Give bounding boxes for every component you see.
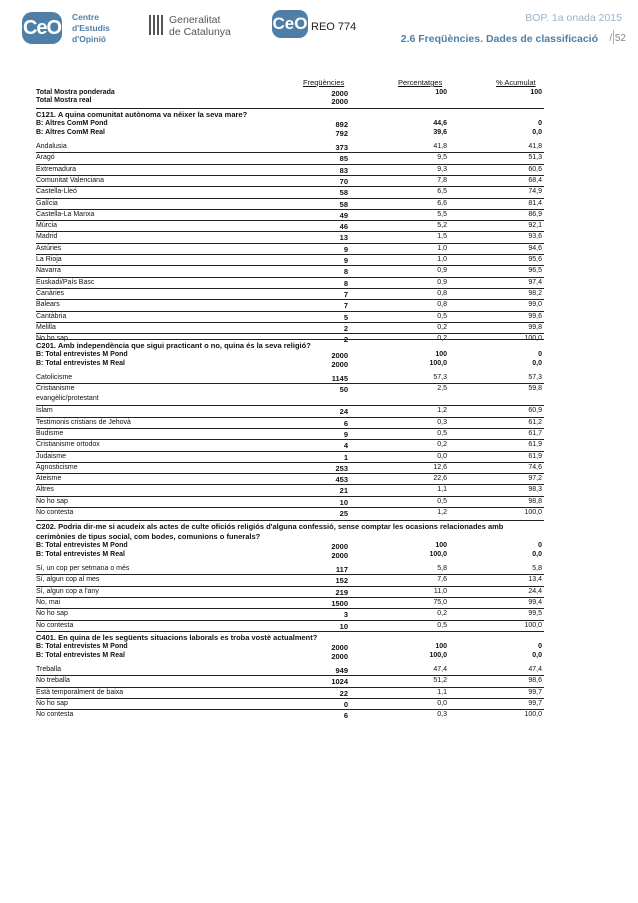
row-acum: 47,4 [528, 666, 542, 673]
row-acum: 99,8 [528, 323, 542, 331]
row-freq: 13 [339, 233, 348, 243]
row-freq: 1 [343, 452, 348, 462]
row-acum: 61,2 [528, 418, 542, 426]
table-row [36, 129, 544, 139]
row-acum: 100 [530, 89, 542, 96]
row-acum: 61,7 [528, 429, 542, 437]
table-row [36, 551, 544, 561]
row-acum: 99,0 [528, 301, 542, 309]
row-pct: 5,2 [437, 222, 447, 230]
row-divider [36, 175, 544, 176]
col-head-acum: % Acumulat [496, 78, 536, 87]
question-text: C201. Amb independència que sigui practicant o no, quina és la seva religió? [36, 341, 311, 350]
row-freq: 2000 [331, 97, 348, 106]
row-acum: 0,0 [532, 551, 542, 558]
row-divider [36, 473, 544, 474]
question-text: cerimònies de tipus social, com bodes, comunions o funerals? [36, 532, 261, 541]
row-label: Aragó [36, 154, 55, 162]
row-freq: 2000 [331, 652, 348, 661]
org-line: d'Opinió [72, 34, 107, 44]
row-divider [36, 507, 544, 508]
row-label: Sí, un cop per setmana o més [36, 565, 130, 572]
row-pct: 9,3 [437, 165, 447, 173]
row-freq: 453 [335, 475, 348, 485]
row-pct: 0,5 [437, 429, 447, 437]
row-acum: 99,5 [528, 610, 542, 618]
row-label: Agnosticisme [36, 463, 78, 471]
row-acum: 0,0 [532, 129, 542, 136]
row-acum: 81,4 [528, 199, 542, 207]
row-acum: 99,4 [528, 598, 542, 606]
row-label: Canàries [36, 289, 65, 297]
row-freq: 9 [343, 256, 348, 265]
row-acum: 98,6 [528, 677, 542, 685]
row-label: Testimonis cristians de Jehovà [36, 418, 131, 426]
table-row [36, 652, 544, 662]
row-freq: 253 [335, 463, 348, 473]
row-label: Budisme [36, 429, 64, 437]
row-label: No ho sap [36, 610, 68, 618]
row-freq: 7 [343, 301, 348, 311]
row-pct: 1,2 [437, 407, 447, 415]
gov-line: de Catalunya [169, 26, 231, 38]
row-label: B: Total entrevistes M Real [36, 551, 125, 558]
row-pct: 0,2 [437, 441, 447, 449]
row-freq: 49 [339, 210, 348, 220]
row-pct: 0,2 [437, 610, 447, 618]
row-pct: 1,5 [437, 233, 447, 241]
row-label: No, mai [36, 598, 61, 606]
row-freq: 2000 [331, 351, 348, 360]
row-label: B: Altres ComM Pond [36, 120, 108, 127]
row-freq: 0 [343, 699, 348, 709]
row-label: La Rioja [36, 256, 62, 263]
row-label: B: Total entrevistes M Pond [36, 643, 128, 650]
row-acum: 68,4 [528, 176, 542, 184]
row-pct: 0,9 [437, 267, 447, 275]
row-pct: 44,6 [433, 120, 447, 127]
row-acum: 0 [538, 120, 542, 127]
row-freq: 1024 [331, 677, 348, 687]
row-label: No ho sap [36, 699, 68, 707]
table-row [36, 385, 544, 405]
page-number: / 52 [609, 33, 626, 44]
row-divider [36, 484, 544, 485]
row-divider [36, 339, 544, 340]
row-label: Melilla [36, 323, 56, 331]
row-label: Ateisme [36, 475, 62, 483]
row-freq: 2000 [331, 542, 348, 551]
row-label: Altres [36, 486, 54, 494]
row-pct: 47,4 [433, 666, 447, 673]
row-pct: 39,6 [433, 129, 447, 136]
row-acum: 60,6 [528, 165, 542, 173]
row-freq: 24 [339, 407, 348, 417]
row-freq: 2000 [331, 643, 348, 652]
row-freq: 117 [335, 565, 348, 574]
row-label: Judaisme [36, 452, 66, 460]
row-freq: 10 [339, 621, 348, 631]
row-label: Sí, algun cop al mes [36, 576, 100, 584]
row-freq: 152 [335, 576, 348, 586]
table-row [36, 509, 544, 519]
row-label: Catolicisme [36, 374, 73, 381]
row-label: Està temporalment de baixa [36, 688, 124, 696]
row-divider [36, 597, 544, 598]
row-pct: 0,5 [437, 312, 447, 320]
page-header [0, 0, 638, 52]
row-divider [36, 254, 544, 255]
row-acum: 99,6 [528, 312, 542, 320]
row-acum: 60,9 [528, 407, 542, 415]
table-row [36, 97, 544, 107]
row-pct: 12,6 [433, 463, 447, 471]
row-pct: 0,0 [437, 699, 447, 707]
row-divider [36, 383, 544, 384]
row-divider [36, 496, 544, 497]
row-divider [36, 152, 544, 153]
table-row [36, 711, 544, 721]
row-acum: 99,7 [528, 699, 542, 707]
row-divider [36, 277, 544, 278]
row-label: Andalusia [36, 143, 67, 150]
row-label: No contesta [36, 621, 74, 629]
row-pct: 75,0 [433, 598, 447, 606]
row-freq: 21 [339, 486, 348, 496]
row-pct: 0,3 [437, 711, 447, 719]
row-acum: 100,0 [524, 621, 542, 629]
row-freq: 2000 [331, 551, 348, 560]
row-label: B: Altres ComM Real [36, 129, 105, 136]
row-label: Cristianisme [36, 385, 75, 393]
row-acum: 0,0 [532, 360, 542, 367]
row-acum: 59,8 [528, 385, 542, 393]
row-acum: 41,8 [528, 143, 542, 150]
row-acum: 74,6 [528, 463, 542, 471]
row-divider [36, 220, 544, 221]
row-freq: 892 [335, 120, 348, 129]
row-label: B: Total entrevistes M Real [36, 652, 125, 659]
row-divider [36, 108, 544, 109]
row-label: Total Mostra real [36, 97, 92, 104]
row-divider [36, 428, 544, 429]
row-acum: 86,9 [528, 210, 542, 218]
row-acum: 0 [538, 542, 542, 549]
row-freq: 373 [335, 143, 348, 152]
row-acum: 5,8 [532, 565, 542, 572]
row-freq: 9 [343, 244, 348, 254]
row-label: Comunitat Valenciana [36, 176, 104, 184]
row-label: Cristianisme ortodox [36, 441, 100, 449]
row-pct: 22,6 [433, 475, 447, 483]
row-divider [36, 698, 544, 699]
row-freq: 5 [343, 312, 348, 322]
col-head-pct: Percentatges [398, 78, 443, 87]
row-divider [36, 243, 544, 244]
col-head-freq: Freqüències [303, 78, 345, 87]
row-divider [36, 439, 544, 440]
row-freq: 792 [335, 129, 348, 138]
row-pct: 2,5 [437, 385, 447, 393]
row-divider [36, 608, 544, 609]
question-text: C202. Podria dir-me si acudeix als actes de culte oficiós religiós d'alguna confessió, sense comptar les ocasions relacionades amb [36, 522, 504, 531]
section-title: 2.6 Freqüències. Dades de classificació [400, 33, 598, 45]
row-pct: 9,5 [437, 154, 447, 162]
row-label: Extremadura [36, 165, 77, 173]
row-freq: 6 [343, 418, 348, 428]
row-pct: 100 [435, 542, 447, 549]
row-acum: 98,8 [528, 497, 542, 505]
row-label: No ho sap [36, 497, 68, 505]
row-acum: 95,6 [528, 256, 542, 263]
row-label: B: Total entrevistes M Real [36, 360, 125, 367]
row-pct: 7,8 [437, 176, 447, 184]
row-label: Total Mostra ponderada [36, 89, 115, 96]
row-pct: 5,8 [437, 565, 447, 572]
row-acum: 97,2 [528, 475, 542, 483]
row-acum: 13,4 [528, 576, 542, 584]
row-label: Islam [36, 407, 53, 415]
row-freq: 949 [335, 666, 348, 675]
row-pct: 1,2 [437, 509, 447, 516]
row-pct: 100 [435, 351, 447, 358]
org-name [72, 12, 110, 45]
row-freq: 83 [339, 165, 348, 175]
row-pct: 0,5 [437, 497, 447, 505]
row-divider [36, 520, 544, 521]
row-pct: 100 [435, 89, 447, 96]
row-divider [36, 231, 544, 232]
row-label: No treballa [36, 677, 70, 685]
row-freq: 4 [343, 441, 348, 451]
row-pct: 100,0 [429, 551, 447, 558]
row-divider [36, 186, 544, 187]
row-freq: 25 [339, 509, 348, 518]
row-acum: 74,9 [528, 188, 542, 196]
row-label: Madrid [36, 233, 58, 241]
row-acum: 0 [538, 643, 542, 650]
row-acum: 98,2 [528, 289, 542, 297]
generalitat-icon [149, 15, 165, 35]
table-row [36, 360, 544, 370]
row-freq: 58 [339, 188, 348, 198]
row-pct: 0,8 [437, 301, 447, 309]
row-freq: 10 [339, 497, 348, 507]
row-divider [36, 209, 544, 210]
reo-code: REO 774 [311, 21, 357, 33]
row-pct: 100,0 [429, 652, 447, 659]
row-label: Euskadi/País Basc [36, 278, 95, 286]
row-freq: 6 [343, 711, 348, 721]
row-freq: 8 [343, 267, 348, 277]
row-divider [36, 574, 544, 575]
row-freq: 2000 [331, 360, 348, 369]
row-acum: 100,0 [524, 711, 542, 719]
row-pct: 1,1 [437, 486, 447, 494]
row-divider [36, 586, 544, 587]
row-pct: 51,2 [433, 677, 447, 685]
question-text: C401. En quina de les següents situacions laborals es troba vostè actualment? [36, 633, 318, 642]
row-label: Castella-La Manxa [36, 210, 95, 218]
row-freq: 2000 [331, 89, 348, 98]
bop-title: BOP. 1a onada 2015 [525, 12, 622, 24]
row-label: Múrcia [36, 222, 58, 230]
row-divider [36, 417, 544, 418]
row-pct: 0,0 [437, 452, 447, 460]
table-row [36, 622, 544, 632]
row-freq: 1145 [331, 374, 348, 383]
row-acum: 51,3 [528, 154, 542, 162]
row-label: Cantàbria [36, 312, 67, 320]
row-pct: 1,1 [437, 688, 447, 696]
row-pct: 0,8 [437, 289, 447, 297]
row-freq: 50 [339, 385, 348, 395]
row-freq: 1500 [331, 598, 348, 608]
org-line: d'Estudis [72, 23, 110, 33]
row-freq: 9 [343, 429, 348, 439]
row-label: Galícia [36, 199, 58, 207]
row-freq: 219 [335, 587, 348, 597]
row-label: Sí, algun cop a l'any [36, 587, 99, 595]
row-pct: 6,6 [437, 199, 447, 207]
row-acum: 57,3 [528, 374, 542, 381]
row-pct: 0,2 [437, 323, 447, 331]
row-acum: 0,0 [532, 652, 542, 659]
row-label: Treballa [36, 666, 62, 673]
row-divider [36, 322, 544, 323]
row-label: Navarra [36, 267, 61, 275]
row-label: No contesta [36, 509, 74, 516]
generalitat-name [169, 14, 231, 38]
row-freq: 70 [339, 176, 348, 186]
row-label: evangèlic/protestant [36, 395, 99, 403]
ceo-logo: CeO [22, 12, 62, 44]
row-divider [36, 288, 544, 289]
row-divider [36, 620, 544, 621]
row-label: B: Total entrevistes M Pond [36, 351, 128, 358]
row-divider [36, 631, 544, 632]
org-line: Centre [72, 12, 99, 22]
row-divider [36, 311, 544, 312]
row-divider [36, 462, 544, 463]
row-label: Astúries [36, 244, 62, 252]
question-text: C121. A quina comunitat autònoma va néixer la seva mare? [36, 110, 248, 119]
row-acum: 99,7 [528, 688, 542, 696]
row-divider [36, 333, 544, 334]
row-acum: 92,1 [528, 222, 542, 230]
row-pct: 41,8 [433, 143, 447, 150]
row-pct: 100 [435, 643, 447, 650]
row-divider [36, 164, 544, 165]
row-freq: 46 [339, 222, 348, 232]
row-pct: 0,3 [437, 418, 447, 426]
row-label: B: Total entrevistes M Pond [36, 542, 128, 549]
row-pct: 57,3 [433, 374, 447, 381]
row-freq: 22 [339, 688, 348, 698]
row-acum: 0 [538, 351, 542, 358]
row-divider [36, 687, 544, 688]
ceo-logo-small: CeO [272, 10, 308, 38]
row-freq: 85 [339, 154, 348, 164]
row-pct: 100,0 [429, 360, 447, 367]
row-acum: 96,5 [528, 267, 542, 275]
row-divider [36, 198, 544, 199]
row-freq: 7 [343, 289, 348, 299]
row-pct: 11,0 [433, 587, 447, 595]
row-freq: 2 [343, 323, 348, 333]
row-label: Castella-Lleó [36, 188, 77, 196]
row-divider [36, 405, 544, 406]
row-freq: 3 [343, 610, 348, 620]
row-freq: 58 [339, 199, 348, 209]
row-acum: 24,4 [528, 587, 542, 595]
row-divider [36, 265, 544, 266]
row-pct: 0,5 [437, 621, 447, 629]
row-pct: 1,0 [437, 256, 447, 263]
row-divider [36, 675, 544, 676]
row-pct: 7,6 [437, 576, 447, 584]
row-divider [36, 451, 544, 452]
row-pct: 6,5 [437, 188, 447, 196]
row-acum: 97,4 [528, 278, 542, 286]
row-acum: 61,9 [528, 441, 542, 449]
row-freq: 8 [343, 278, 348, 288]
row-pct: 1,0 [437, 244, 447, 252]
row-divider [36, 709, 544, 710]
row-divider [36, 299, 544, 300]
row-acum: 98,3 [528, 486, 542, 494]
row-pct: 5,5 [437, 210, 447, 218]
row-label: No contesta [36, 711, 74, 719]
row-acum: 93,6 [528, 233, 542, 241]
row-acum: 61,9 [528, 452, 542, 460]
gov-line: Generalitat [169, 14, 221, 26]
row-acum: 100,0 [524, 509, 542, 516]
row-pct: 0,9 [437, 278, 447, 286]
row-acum: 94,6 [528, 244, 542, 252]
row-label: Balears [36, 301, 60, 309]
